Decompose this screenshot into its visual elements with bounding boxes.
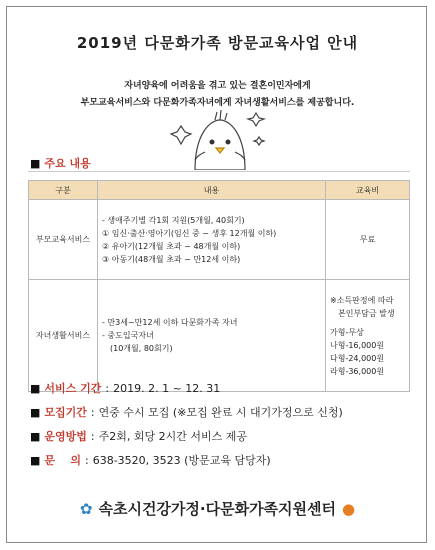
- content-cell: [98, 200, 326, 280]
- table-header-row: [29, 181, 410, 200]
- category-cell: 자녀생활서비스: [29, 280, 98, 392]
- bullet-square: ■: [30, 406, 41, 419]
- fee-line: 본인부담금 발생: [338, 308, 395, 318]
- info-value: 2019. 2. 1 ~ 12. 31: [113, 382, 221, 395]
- section-heading: [30, 155, 91, 171]
- content-cell: [98, 280, 326, 392]
- bullet-square: ■: [30, 382, 41, 395]
- fee-line: 라형-36,000원: [330, 366, 385, 376]
- chick-icon: [165, 104, 275, 170]
- fee-line: 나형-16,000원: [330, 340, 385, 350]
- flower-logo-icon: ✿: [79, 500, 93, 518]
- section-label: 주요 내용: [44, 157, 91, 170]
- content-line: ② 유아기(12개월 초과 ~ 48개월 이하): [102, 241, 241, 251]
- header-fee: 교육비: [326, 181, 410, 200]
- fee-cell: [326, 200, 410, 280]
- bullet-square: ■: [30, 430, 41, 443]
- section-marker: ■: [30, 157, 41, 170]
- info-label: 문 의: [44, 454, 81, 467]
- bullet-square: ■: [30, 454, 41, 467]
- program-table: [28, 180, 410, 392]
- fee-cell: [326, 280, 410, 392]
- info-label: 모집기간: [44, 406, 87, 419]
- intro-line-2: 부모교육서비스와 다문화가족자녀에게 자녀생활서비스를 제공합니다.: [80, 98, 355, 108]
- content-line: (10개월, 80회기): [110, 344, 173, 353]
- info-operation: ■ 운영방법 : 주2회, 회당 2시간 서비스 제공: [30, 430, 248, 443]
- content-line: ③ 아동기(48개월 초과 ~ 만12세 이하): [102, 254, 241, 264]
- footer-center-name: [0, 498, 435, 519]
- info-value: 주2회, 회당 2시간 서비스 제공: [98, 430, 248, 443]
- fee-line: 가형-무상: [330, 327, 364, 337]
- content-line: - 생애주기별 각1회 지원(5개월, 40회기): [102, 215, 245, 225]
- footer-text: 속초시건강가정·다문화가족지원센터: [98, 500, 337, 518]
- info-label: 서비스 기간: [44, 382, 102, 395]
- category-cell: 부모교육서비스: [29, 200, 98, 280]
- info-contact: ■ 문 의 : 638-3520, 3523 (방문교육 담당자): [30, 454, 271, 467]
- intro-line-1: 자녀양육에 어려움을 겪고 있는 결혼이민자에게: [124, 81, 311, 91]
- header-category: 구분: [29, 181, 98, 200]
- content-line: - 만3세~만12세 이하 다문화가족 자녀: [102, 318, 238, 327]
- page-title: 2019년 다문화가족 방문교육사업 안내: [76, 34, 359, 52]
- fee-line: 다형-24,000원: [330, 353, 385, 363]
- fee-line: 무료: [359, 235, 376, 244]
- info-value: 연중 수시 모집 (※모집 완료 시 대기가정으로 신청): [98, 406, 343, 419]
- table-row: [29, 200, 410, 280]
- info-value: 638-3520, 3523 (방문교육 담당자): [92, 454, 271, 467]
- info-label: 운영방법: [44, 430, 87, 443]
- swirl-logo-icon: ●: [342, 500, 356, 518]
- table-row: [29, 280, 410, 392]
- info-service-period: ■ 서비스 기간 : 2019. 2. 1 ~ 12. 31: [30, 382, 221, 395]
- content-line: - 중도입국자녀: [102, 331, 154, 340]
- header-content: 내용: [98, 181, 326, 200]
- fee-line: ※소득판정에 따라: [330, 295, 394, 305]
- content-line: ① 임신·출산·영아기(임신 중 ~ 생후 12개월 이하): [102, 228, 277, 238]
- info-recruit-period: ■ 모집기간 : 연중 수시 모집 (※모집 완료 시 대기가정으로 신청): [30, 406, 343, 419]
- divider: [28, 171, 410, 172]
